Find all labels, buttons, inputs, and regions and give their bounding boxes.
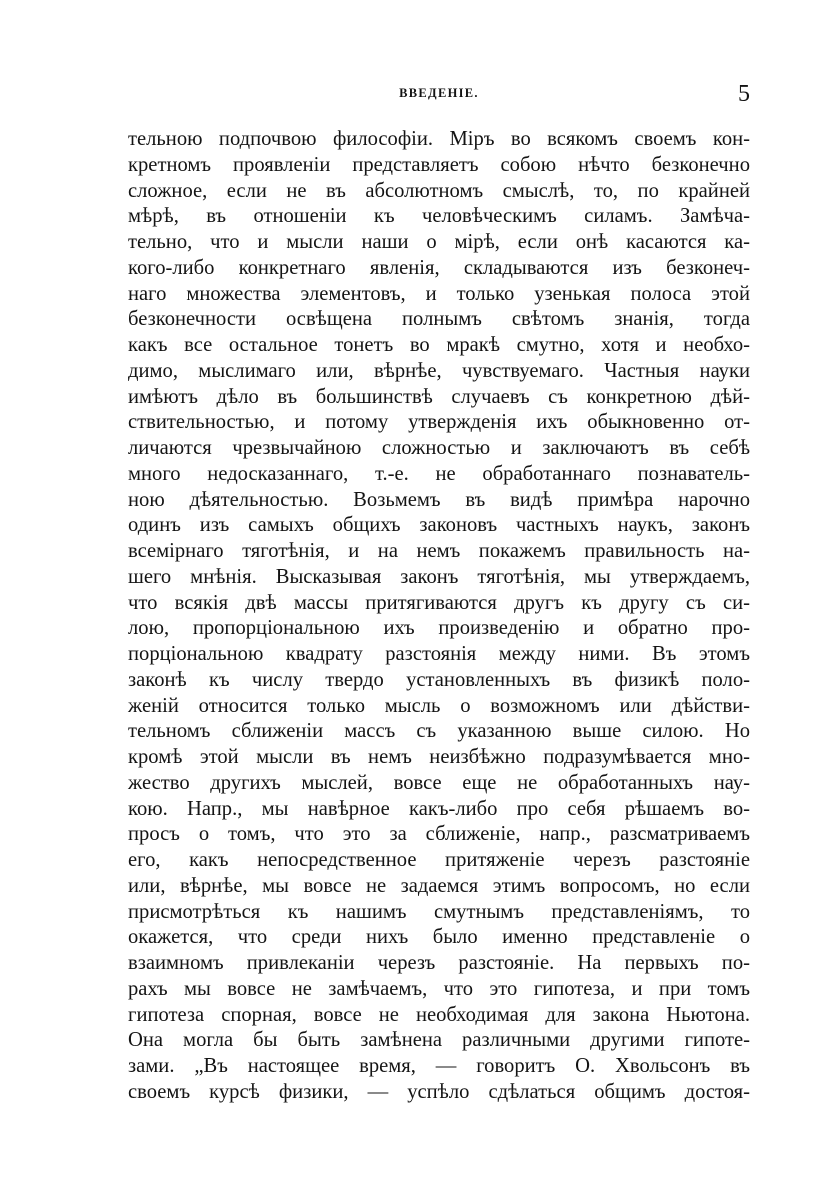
text-line: своемъ курсѣ физики, — успѣло сдѣлаться общимъ достоя- [128,1080,750,1103]
text-line: лою, пропорціональною ихъ произведенію и обратно про- [128,617,750,640]
text-line: рахъ мы вовсе не замѣчаемъ, что это гипотеза, и при томъ [128,977,750,1000]
text-line: сложное, если не въ абсолютномъ смыслѣ, то, по крайней [128,179,750,202]
text-line: кого-либо конкретнаго явленія, складываются изъ безконеч- [128,256,750,279]
text-line: одинъ изъ самыхъ общихъ законовъ частныхъ наукъ, законъ [128,514,750,537]
text-line: безконечности освѣщена полнымъ свѣтомъ знанія, тогда [128,308,750,331]
text-line: какъ все остальное тонетъ во мракѣ смутно, хотя и необхо- [128,334,750,356]
text-line: женій относится только мысль о возможномъ или дѣйстви- [128,694,750,717]
text-line: ною дѣятельностью. Возьмемъ въ видѣ примѣра нарочно [128,488,750,511]
text-line: жество другихъ мыслей, вовсе еще не обработанныхъ нау- [128,771,750,794]
text-line: зами. „Въ настоящее время, — говоритъ О. Хвольсонъ въ [128,1055,750,1077]
text-line: мѣрѣ, въ отношеніи къ человѣческимъ силамъ. Замѣча- [128,205,750,228]
text-line: гипотеза спорная, вовсе не необходимая для закона Ньютона. [128,1003,750,1026]
running-head [128,80,750,110]
text-line: кою. Напр., мы навѣрное какъ-либо про себя рѣшаемъ во- [128,797,750,820]
text-line: порціональною квадрату разстоянія между ними. Въ этомъ [128,643,750,665]
text-line: личаются чрезвычайною сложностью и заключаютъ въ себѣ [128,437,750,459]
text-line: его, какъ непосредственное притяженіе черезъ разстояніе [128,849,750,871]
text-line: что всякія двѣ массы притягиваются другъ къ другу съ си- [128,591,750,614]
body-text [128,127,750,1106]
text-line: тельномъ сближеніи массъ съ указанною выше силою. Но [128,720,750,743]
text-line: димо, мыслимаго или, вѣрнѣе, чувствуемаго. Частныя науки [128,359,750,382]
text-line: присмотрѣться къ нашимъ смутнымъ представленіямъ, то [128,900,750,923]
text-line: ствительностью, и потому утвержденія ихъ обыкновенно от- [128,411,750,434]
text-line: окажется, что среди нихъ было именно представленіе о [128,926,750,949]
page-number: 5 [738,81,750,107]
text-line: тельно, что и мысли наши о мірѣ, если онѣ касаются ка- [128,231,750,253]
text-line: всемірнаго тяготѣнія, и на немъ покажемъ правильность на- [128,540,750,562]
text-line: кромѣ этой мысли въ немъ неизбѣжно подразумѣвается мно- [128,746,750,768]
text-line: кретномъ проявленіи представляетъ собою нѣчто безконечно [128,153,750,176]
text-line: Она могла бы быть замѣнена различными другими гипоте- [128,1029,750,1052]
text-line: тельною подпочвою философіи. Міръ во всякомъ своемъ кон- [128,128,750,150]
running-title: ВВЕДЕНІЕ. [399,86,479,100]
text-line: наго множества элементовъ, и только узенькая полоса этой [128,282,750,305]
text-line: много недосказаннаго, т.-е. не обработаннаго познаватель- [128,462,750,485]
text-line: шего мнѣнія. Высказывая законъ тяготѣнія, мы утверждаемъ, [128,565,750,588]
text-line: имѣютъ дѣло въ большинствѣ случаевъ съ конкретною дѣй- [128,385,750,408]
text-line: законѣ къ числу твердо установленныхъ въ физикѣ поло- [128,668,750,691]
text-line: взаимномъ привлеканіи черезъ разстояніе. На первыхъ по- [128,952,750,974]
text-line: просъ о томъ, что это за сближеніе, напр., разсматриваемъ [128,823,750,846]
text-line: или, вѣрнѣе, мы вовсе не задаемся этимъ вопросомъ, но если [128,874,750,897]
